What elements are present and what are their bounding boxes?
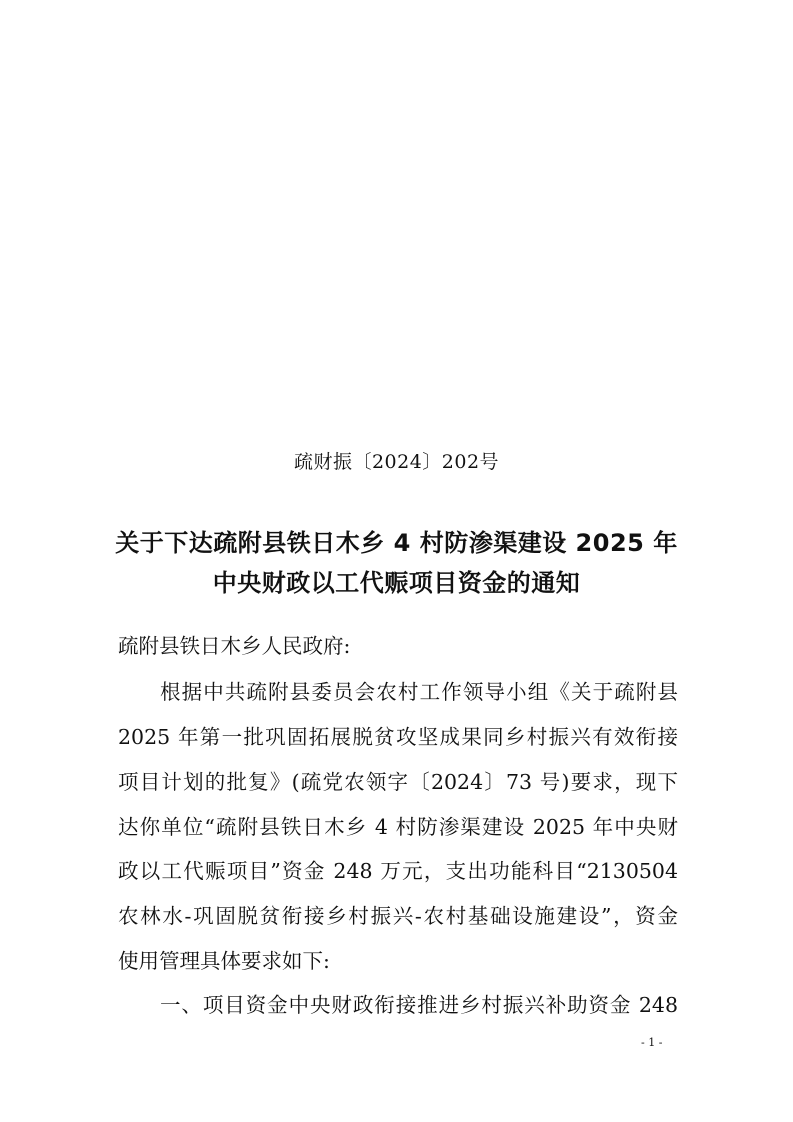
body-line: 农林水-巩固脱贫衔接乡村振兴-农村基础设施建设”，资金 (118, 904, 678, 928)
body-line: 根据中共疏附县委员会农村工作领导小组《关于疏附县 (160, 680, 678, 704)
document-title-line-1: 关于下达疏附县铁日木乡 4 村防渗渠建设 2025 年 (115, 529, 678, 557)
document-number: 疏财振〔2024〕202号 (293, 451, 500, 473)
body-line: 使用管理具体要求如下: (118, 949, 330, 973)
body-line: 2025 年第一批巩固拓展脱贫攻坚成果同乡村振兴有效衔接 (118, 725, 678, 749)
document-title-line-2: 中央财政以工代赈项目资金的通知 (212, 569, 581, 597)
body-line: 达你单位“疏附县铁日木乡 4 村防渗渠建设 2025 年中央财 (118, 815, 678, 839)
body-line: 政以工代赈项目”资金 248 万元，支出功能科目“2130504 (118, 859, 678, 883)
page-number: - 1 - (641, 1036, 663, 1049)
body-line: 项目计划的批复》(疏党农领字〔2024〕73 号)要求，现下 (118, 770, 678, 794)
body-line: 一、项目资金中央财政衔接推进乡村振兴补助资金 248 (160, 993, 678, 1017)
addressee: 疏附县铁日木乡人民政府: (118, 634, 351, 658)
